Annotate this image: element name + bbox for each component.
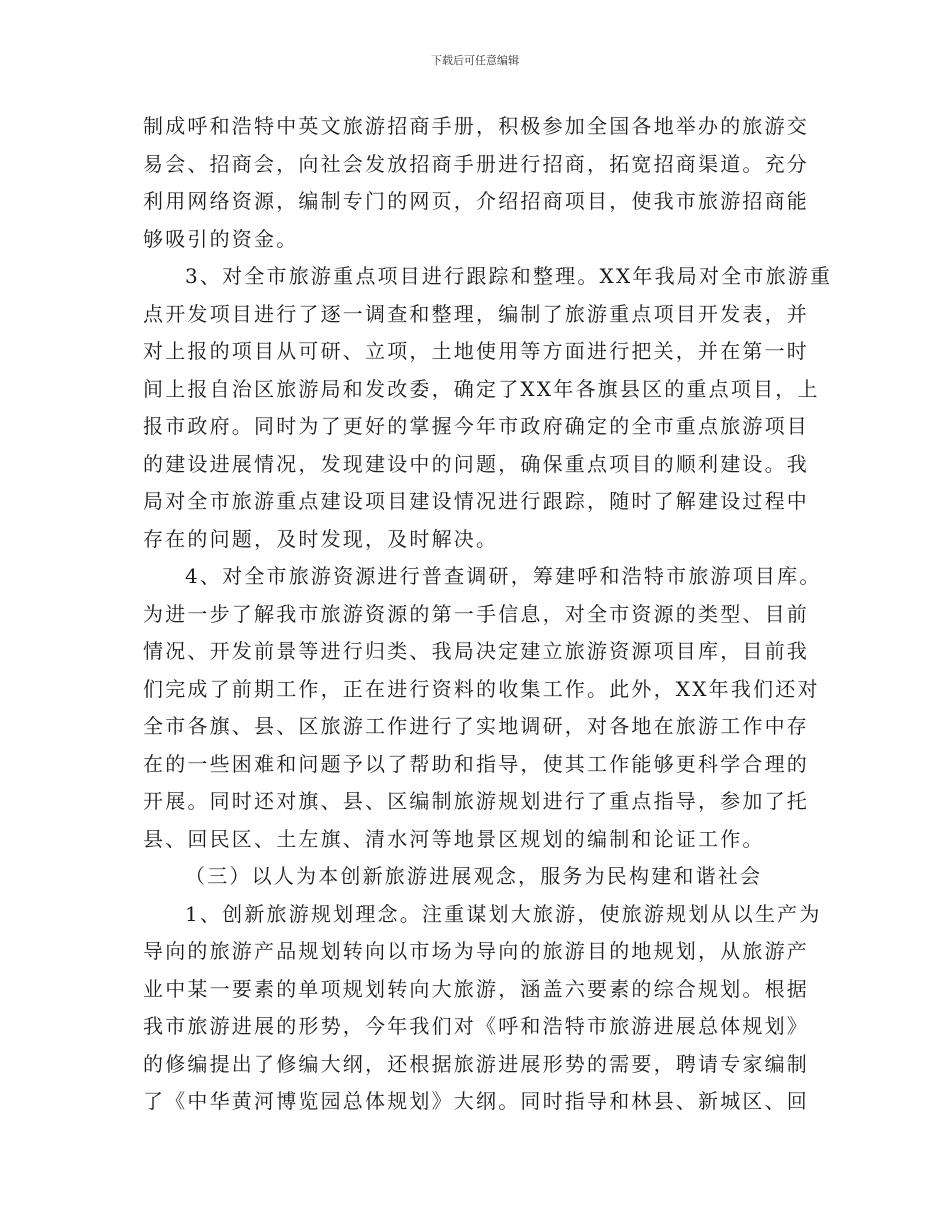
text-line: 情况、开发前景等进行归类、我局决定建立旅游资源项目库，目前我 bbox=[143, 639, 809, 663]
text-line: 对上报的项目从可研、立项，土地使用等方面进行把关，并在第一时 bbox=[143, 339, 809, 363]
text-line: 够吸引的资金。 bbox=[143, 226, 299, 251]
text-line: 我市旅游进展的形势，今年我们对《呼和浩特市旅游进展总体规划》 bbox=[143, 1014, 809, 1038]
text-line: 县、回民区、土左旗、清水河等地景区规划的编制和论证工作。 bbox=[143, 826, 765, 851]
page-header: 下载后可任意编辑 bbox=[431, 54, 519, 67]
text-line: 制成呼和浩特中英文旅游招商手册，积极参加全国各地举办的旅游交 bbox=[143, 114, 809, 138]
text-line: 了《中华黄河博览园总体规划》大纲。同时指导和林县、新城区、回 bbox=[143, 1089, 809, 1113]
document-body bbox=[143, 108, 833, 1121]
text-line: 们完成了前期工作，正在进行资料的收集工作。此外，XX年我们还对 bbox=[143, 676, 820, 701]
text-line: 点开发项目进行了逐一调查和整理，编制了旅游重点项目开发表，并 bbox=[143, 301, 809, 326]
text-line: 利用网络资源，编制专门的网页，介绍招商项目，使我市旅游招商能 bbox=[143, 189, 809, 213]
text-line: 易会、招商会，向社会发放招商手册进行招商，拓宽招商渠道。充分 bbox=[143, 151, 809, 176]
text-line: 报市政府。同时为了更好的掌握今年市政府确定的全市重点旅游项目 bbox=[143, 414, 809, 438]
text-line: 开展。同时还对旗、县、区编制旅游规划进行了重点指导，参加了托 bbox=[143, 789, 809, 813]
text-line: 业中某一要素的单项规划转向大旅游，涵盖六要素的综合规划。根据 bbox=[143, 976, 809, 1001]
text-line: 在的一些困难和问题予以了帮助和指导，使其工作能够更科学合理的 bbox=[143, 751, 809, 776]
text-line: 存在的问题，及时发现，及时解决。 bbox=[143, 526, 499, 551]
text-line: 的修编提出了修编大纲，还根据旅游进展形势的需要，聘请专家编制 bbox=[143, 1051, 809, 1076]
text-line: 导向的旅游产品规划转向以市场为导向的旅游目的地规划，从旅游产 bbox=[143, 939, 809, 963]
text-line: 的建设进展情况，发现建设中的问题，确保重点项目的顺利建设。我 bbox=[143, 451, 809, 476]
text-line: 为进一步了解我市旅游资源的第一手信息，对全市资源的类型、目前 bbox=[143, 601, 809, 626]
paragraph-start-line: 1、创新旅游规划理念。注重谋划大旅游，使旅游规划从以生产为 bbox=[185, 901, 822, 926]
paragraph-start-line: 4、对全市旅游资源进行普查调研，筹建呼和浩特市旅游项目库。 bbox=[185, 564, 822, 588]
text-line: 间上报自治区旅游局和发改委，确定了XX年各旗县区的重点项目，上 bbox=[143, 376, 820, 401]
text-line: 局对全市旅游重点建设项目建设情况进行跟踪，随时了解建设过程中 bbox=[143, 489, 809, 513]
section-heading: （三）以人为本创新旅游进展观念，服务为民构建和谐社会 bbox=[185, 864, 763, 888]
paragraph-start-line: 3、对全市旅游重点项目进行跟踪和整理。XX年我局对全市旅游重 bbox=[185, 264, 833, 288]
text-line: 全市各旗、县、区旅游工作进行了实地调研，对各地在旅游工作中存 bbox=[143, 714, 809, 738]
